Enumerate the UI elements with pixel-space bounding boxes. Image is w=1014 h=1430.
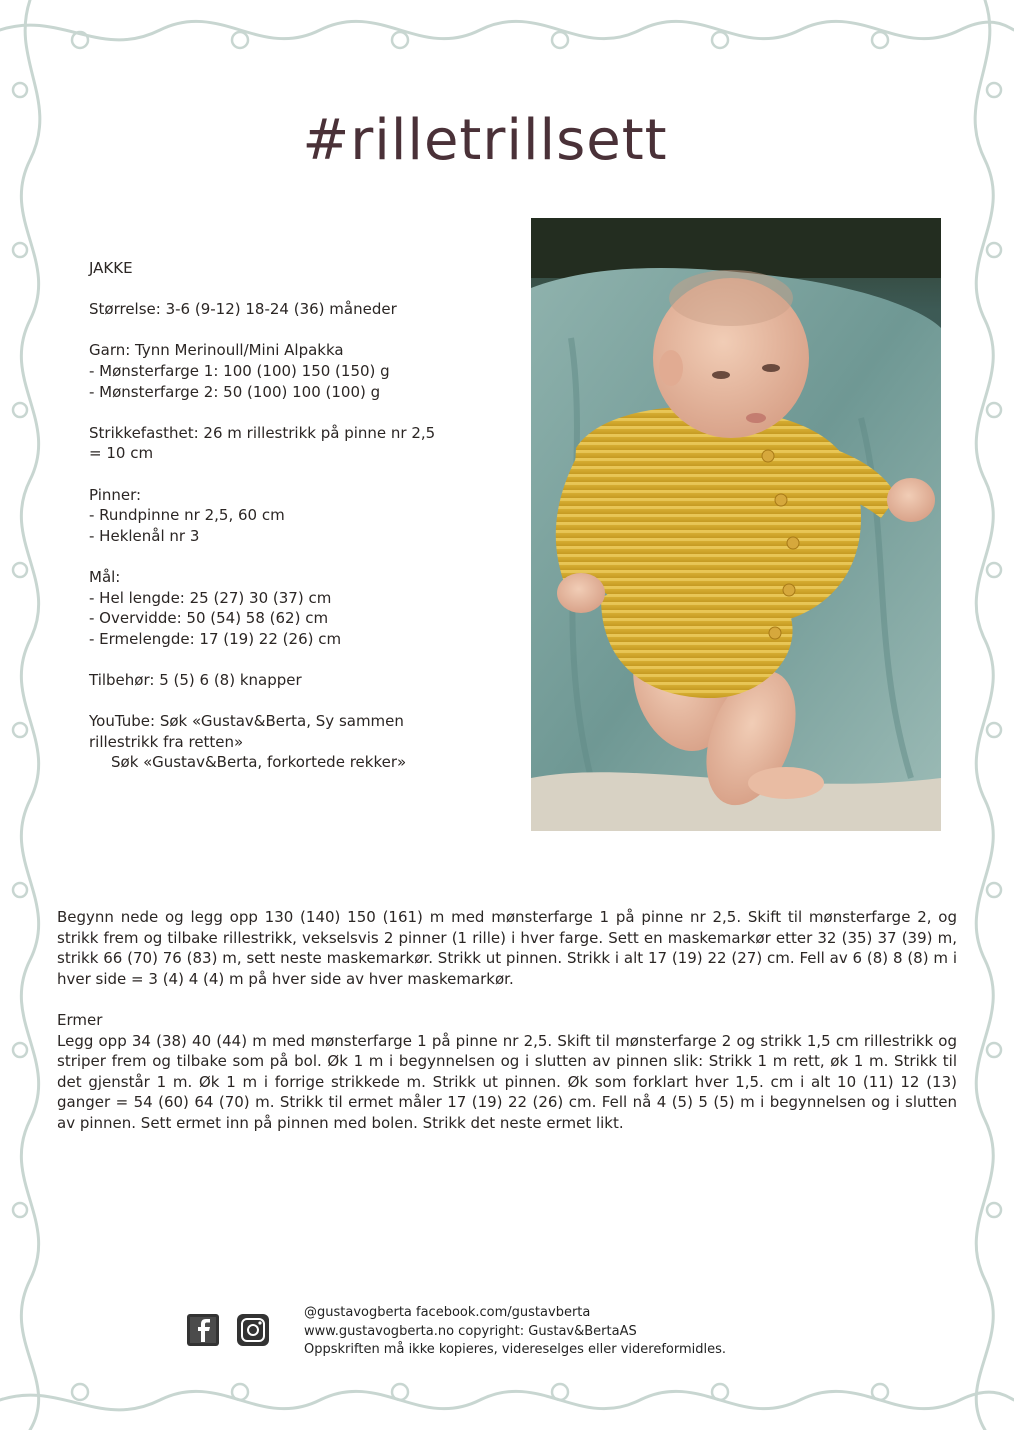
yarn-line-2: - Mønsterfarge 2: 50 (100) 100 (100) g <box>89 382 381 401</box>
needles-line-1: - Rundpinne nr 2,5, 60 cm <box>89 506 285 525</box>
instagram-icon[interactable] <box>235 1312 271 1348</box>
section-heading-sleeves: Ermer <box>57 1010 103 1029</box>
pattern-specs <box>89 258 469 793</box>
measures-line-2: - Overvidde: 50 (54) 58 (62) cm <box>89 609 329 628</box>
youtube-line-3: Søk «Gustav&Berta, forkortede rekker» <box>111 753 407 772</box>
facebook-icon[interactable] <box>185 1312 221 1348</box>
yarn-title: Garn: Tynn Merinoull/Mini Alpakka <box>89 341 344 360</box>
accessories-line: Tilbehør: 5 (5) 6 (8) knapper <box>89 670 302 689</box>
needles-line-2: - Heklenål nr 3 <box>89 526 200 545</box>
section-heading: JAKKE <box>89 259 133 277</box>
baby-photo <box>531 218 941 831</box>
footer-social-line: @gustavogberta facebook.com/gustavberta <box>304 1305 591 1320</box>
measures-line-1: - Hel lengde: 25 (27) 30 (37) cm <box>89 588 332 607</box>
social-icons <box>185 1312 271 1348</box>
body-paragraph: Legg opp 34 (38) 40 (44) m med mønsterfarge 1 på pinne nr 2,5. Skift til mønsterfarge 2 og strikk 1,5 cm rillestrikk og striper frem og tilbake som på bol. Øk 1 m i begynnelsen og i slutten av pinnen slik: Strikk 1 m rett, øk 1 m. Strikk til det gjenstår 1 m. Øk 1 m i forrige strikkede m. Strikk ut pinnen. Øk som forklart hver 1,5. cm i alt 10 (11) 12 (13) ganger = 54 (60) 64 (70) m. Strikk til ermet måler 17 (19) 22 (26) cm. Fell nå 4 (5) 5 (5) m i begynnelsen og i slutten av pinnen. Sett ermet inn på pinnen med bolen. Strikk det neste ermet likt. <box>57 1031 957 1132</box>
page-title: #rilletrillsett <box>302 108 668 173</box>
pattern-instructions <box>57 907 957 1134</box>
size-line: Størrelse: 3-6 (9-12) 18-24 (36) måneder <box>89 300 397 319</box>
yarn-line-1: - Mønsterfarge 1: 100 (100) 150 (150) g <box>89 361 390 380</box>
body-paragraph: Begynn nede og legg opp 130 (140) 150 (161) m med mønsterfarge 1 på pinne nr 2,5. Skift til mønsterfarge 2, og strikk frem og tilbake rillestrikk, vekselsvis 2 pinner (1 rille) i hver farge. Sett en maskemarkør etter 32 (35) 37 (39) m, strikk 66 (70) 76 (83) m, sett neste maskemarkør. Strikk ut pinnen. Strikk i alt 17 (19) 22 (27) cm. Fell av 6 (8) 8 (8) m i hver side = 3 (4) 4 (4) m på hver side av hver maskemarkør. <box>57 908 957 988</box>
needles-title: Pinner: <box>89 485 142 504</box>
footer-website-line: www.gustavogberta.no copyright: Gustav&BertaAS <box>304 1323 637 1339</box>
youtube-line-1: YouTube: Søk «Gustav&Berta, Sy sammen <box>89 712 404 731</box>
gauge-line-1: Strikkefasthet: 26 m rillestrikk på pinne nr 2,5 <box>89 423 436 442</box>
gauge-line-2: = 10 cm <box>89 444 154 463</box>
measures-title: Mål: <box>89 567 121 586</box>
footer-copyright-notice: Oppskriften må ikke kopieres, videreselges eller videreformidles. <box>304 1342 727 1357</box>
youtube-line-2: rillestrikk fra retten» <box>89 732 244 751</box>
footer-info <box>304 1304 726 1360</box>
measures-line-3: - Ermelengde: 17 (19) 22 (26) cm <box>89 629 342 648</box>
